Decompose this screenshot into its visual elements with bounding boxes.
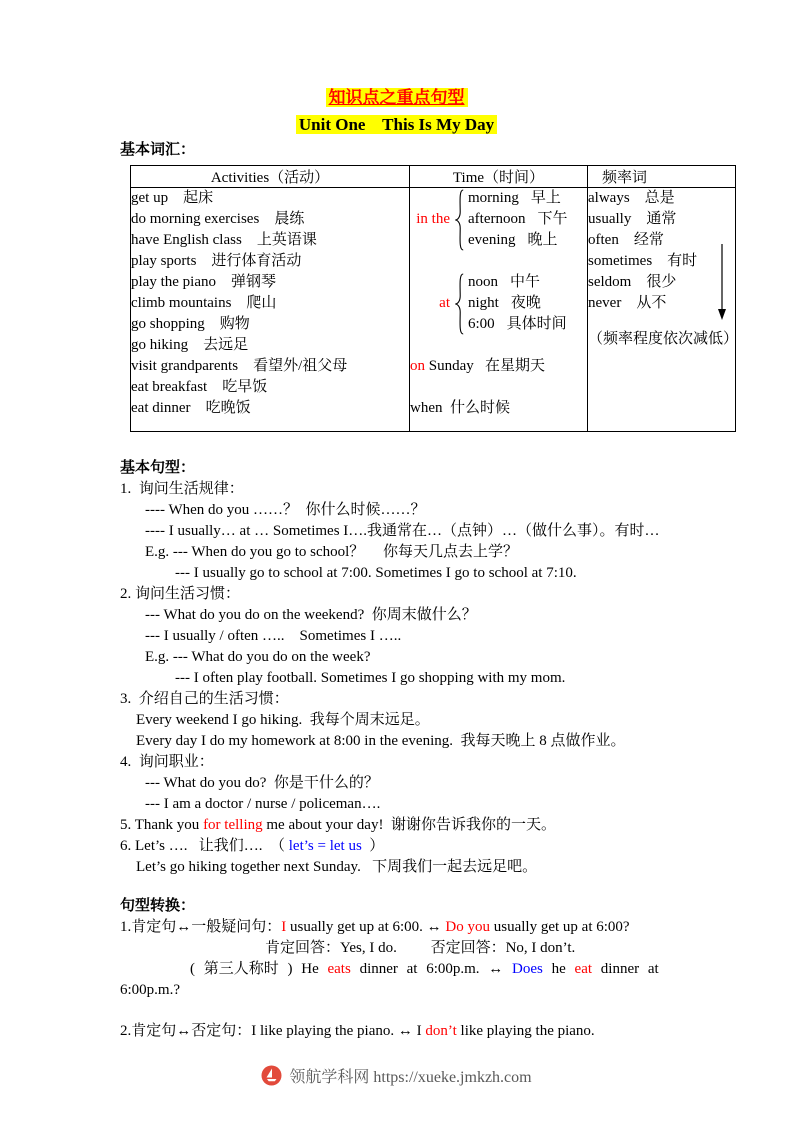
term-en: usually [588,211,632,227]
pattern-line: --- I am a doctor / nurse / policeman…. [145,796,381,812]
pattern-line: --- What do you do? 你是干什么的？ [145,775,379,791]
pattern-line: Every weekend I go hiking. 我每个周末远足。 [136,712,430,728]
term-en: sometimes [588,253,653,269]
brace-icon [454,189,464,251]
term-zh: 夜晚 [510,295,541,311]
term-zh: 总是 [644,190,675,206]
vocab-row [131,293,409,314]
time-group-in-the [410,188,587,251]
vocab-body-row [131,188,736,432]
col-header-activities: Activities（活动） [131,166,410,188]
term-en: go shopping [131,316,205,332]
term-zh: 具体时间 [506,316,567,332]
term-en: night [468,295,499,311]
page-title-line [0,85,793,112]
pattern-line: 4. 询问职业： [120,754,214,770]
term-en: seldom [588,274,632,290]
term-en: visit grandparents [131,358,239,374]
term-zh: 吃早饭 [222,379,268,395]
term-en: play sports [131,253,197,269]
term-zh: 晚上 [527,232,558,248]
pattern-line: --- What do you do on the weekend? 你周末做什么？ [145,607,477,623]
time-on-sunday-line [410,356,587,377]
vocab-row [131,209,409,230]
term-zh: 很少 [646,274,677,290]
pattern-line: Every day I do my homework at 8:00 in the evening. 我每天晚上 8 点做作业。 [136,733,626,749]
vocab-row [468,314,567,335]
site-footer [0,1064,793,1087]
vocab-row [468,188,568,209]
vocab-header-row [131,166,736,188]
vocab-row [131,377,409,398]
pattern-line: 3. 介绍自己的生活习惯： [120,691,289,707]
term-en: have English class [131,232,242,248]
pattern-line: 2. 询问生活习惯： [120,586,241,602]
unit-title-line [0,112,793,139]
term-en: play the piano [131,274,216,290]
vocab-row [588,272,735,293]
term-zh: 起床 [183,190,214,206]
term-zh: 从不 [636,295,667,311]
pattern-line: 1. 询问生活规律： [120,481,244,497]
vocab-row [468,293,567,314]
preposition-label: at [439,295,450,311]
term-en: do morning exercises [131,211,260,227]
term-zh: 中午 [510,274,541,290]
col-header-frequency: 频率词 [588,166,736,188]
vocab-row [131,356,409,377]
term-en: get up [131,190,169,206]
pattern-line: ---- I usually… at … Sometimes I….我通常在…（点钟）…（做什么事）。有时… [145,523,660,539]
term-en: often [588,232,619,248]
page-title: 知识点之重点句型 [326,88,468,107]
vocab-row [131,251,409,272]
brace-icon [454,273,464,335]
pattern-line: --- I usually go to school at 7:00. Sometimes I go to school at 7:10. [175,565,577,581]
pattern-line: Let’s go hiking together next Sunday. 下周我们一起去远足吧。 [136,859,538,875]
term-zh: 早上 [530,190,561,206]
vocab-row [588,293,735,314]
vocab-row [131,230,409,251]
preposition-label: in the [416,211,450,227]
patterns-heading: 基本句型： [120,460,196,476]
vocab-row [131,188,409,209]
document-header [0,85,793,139]
term-text: Sunday 在星期天 [425,358,546,374]
term-zh: 去远足 [203,337,249,353]
time-group-at [410,272,587,335]
pattern-line: 5. Thank you for telling me about your day! 谢谢你告诉我你的一天。 [120,817,556,833]
conversion-line: 2.肯定句↔否定句：I like playing the piano. ↔ I don’t like playing the piano. [120,1023,595,1039]
unit-title: Unit One This Is My Day [296,115,497,134]
vocab-row [588,188,735,209]
term-zh: 有时 [667,253,698,269]
term-en: morning [468,190,519,206]
pattern-line: ---- When do you ……？ 你什么时候……？ [145,502,426,518]
col-header-time: Time（时间） [410,166,588,188]
vocab-row [131,335,409,356]
term-en: go hiking [131,337,189,353]
vocab-row [468,230,568,251]
vocab-row [588,251,735,272]
time-cell [410,188,588,432]
activities-cell [131,188,410,432]
pattern-line: E.g. --- When do you go to school？ 你每天几点去上学？ [145,544,519,560]
term-zh: 进行体育活动 [211,253,302,269]
frequency-decreasing-arrow-icon [716,244,728,320]
term-zh: 吃晚饭 [205,400,251,416]
vocab-row [131,314,409,335]
vocab-row [131,272,409,293]
term-en: 6:00 [468,316,495,332]
term-en: climb mountains [131,295,232,311]
vocab-row [588,209,735,230]
term-en: eat breakfast [131,379,208,395]
xueke-logo-icon [261,1065,282,1086]
frequency-note: （频率程度依次减低） [588,331,739,347]
term-zh: 购物 [219,316,250,332]
pattern-line: E.g. --- What do you do on the week? [145,649,371,665]
term-zh: 经常 [633,232,664,248]
conversion-line: 肯定回答：Yes, I do. 否定回答：No, I don’t. [265,940,576,956]
preposition-label: on [410,358,425,374]
time-when-line [410,398,587,419]
term-en: noon [468,274,498,290]
term-zh: 上英语课 [256,232,317,248]
term-zh: 下午 [537,211,568,227]
term-zh: 弹钢琴 [230,274,276,290]
term-text: when 什么时候 [410,400,510,416]
term-zh: 爬山 [246,295,277,311]
conversion-line: 6:00p.m.? [120,982,180,998]
term-en: evening [468,232,516,248]
vocab-row [588,230,735,251]
pattern-line: --- I often play football. Sometimes I go shopping with my mom. [175,670,566,686]
sentence-conversion-section [120,896,738,1042]
vocabulary-table [130,165,739,432]
term-zh: 看望外/祖父母 [253,358,348,374]
frequency-cell [588,188,739,432]
term-zh: 通常 [646,211,677,227]
term-en: eat dinner [131,400,191,416]
time-items [468,272,567,335]
pattern-line: 6. Let’s …. 让我们…. （ let’s = let us ） [120,838,385,854]
term-zh: 晨练 [274,211,305,227]
term-en: never [588,295,622,311]
term-en: always [588,190,630,206]
pattern-line: --- I usually / often ….. Sometimes I ….. [145,628,402,644]
vocab-heading: 基本词汇： [120,142,196,158]
vocab-row [468,209,568,230]
conversion-heading: 句型转换： [120,898,196,914]
vocab-row [131,398,409,419]
basic-patterns-section [120,458,738,878]
conversion-line: 1.肯定句↔一般疑问句：I usually get up at 6:00. ↔ Do you usually get up at 6:00? [120,919,630,935]
conversion-line: ( 第三人称时 ) He eats dinner at 6:00p.m. ↔ Does he eat dinner at [190,961,659,977]
term-en: afternoon [468,211,526,227]
time-items [468,188,568,251]
footer-site-text: 领航学科网 https://xueke.jmkzh.com [289,1069,532,1086]
vocab-row [468,272,567,293]
